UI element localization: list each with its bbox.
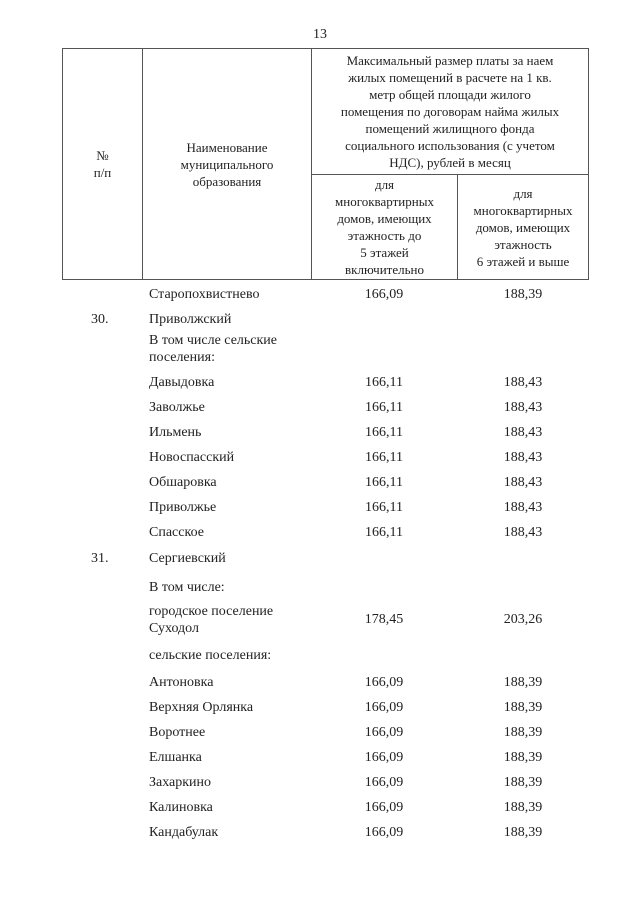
row-name: Обшаровка xyxy=(149,475,217,490)
header-name-column xyxy=(142,48,311,280)
row-value-up-to-5-floors: 166,11 xyxy=(365,475,403,490)
header-number-column xyxy=(62,48,142,280)
header-number-label: № п/п xyxy=(93,148,112,180)
header-name-label: Наименование муниципального образования xyxy=(180,139,274,189)
row-name: Елшанка xyxy=(149,750,202,765)
row-value-6-floors-and-above: 188,43 xyxy=(503,475,543,490)
row-value-up-to-5-floors: 166,09 xyxy=(364,675,404,690)
row-name: Старопохвистнево xyxy=(149,287,260,302)
row-value-6-floors-and-above: 188,39 xyxy=(503,750,543,765)
row-name: Воротнее xyxy=(149,725,206,740)
header-6-floors-and-above xyxy=(457,174,589,280)
row-value-6-floors-and-above: 203,26 xyxy=(503,612,543,627)
row-value-up-to-5-floors: 166,09 xyxy=(364,800,404,815)
row-value-6-floors-and-above: 188,39 xyxy=(503,287,543,302)
row-value-up-to-5-floors: 166,09 xyxy=(364,700,404,715)
row-value-6-floors-and-above: 188,39 xyxy=(503,775,543,790)
row-value-up-to-5-floors: 166,11 xyxy=(365,375,403,390)
row-name: В том числе сельские поселения: xyxy=(149,333,278,365)
header-max-fee-label: Максимальный размер платы за наем жилых помещений в расчете на 1 кв. метр общей площади жилого помещения по договорам найма жилых помещений жилищного фонда социального использования (с учетом НДС), рублей в месяц xyxy=(340,53,560,170)
row-name: Калиновка xyxy=(149,800,213,815)
row-value-6-floors-and-above: 188,39 xyxy=(503,800,543,815)
header-6-floors-and-above-label: для многоквартирных домов, имеющих этажность 6 этажей и выше xyxy=(473,185,573,269)
row-name: Захаркино xyxy=(149,775,212,790)
row-value-up-to-5-floors: 178,45 xyxy=(364,612,404,627)
row-value-6-floors-and-above: 188,43 xyxy=(503,425,543,440)
row-value-6-floors-and-above: 188,43 xyxy=(503,400,543,415)
row-name: Антоновка xyxy=(149,675,214,690)
header-up-to-5-floors xyxy=(311,174,457,280)
row-value-up-to-5-floors: 166,11 xyxy=(365,400,403,415)
row-value-up-to-5-floors: 166,11 xyxy=(365,450,403,465)
row-name: Кандабулак xyxy=(149,825,219,840)
row-name: Ильмень xyxy=(149,425,202,440)
row-name: Спасское xyxy=(149,525,204,540)
row-value-up-to-5-floors: 166,09 xyxy=(364,750,404,765)
row-value-6-floors-and-above: 188,43 xyxy=(503,525,543,540)
row-name: сельские поселения: xyxy=(149,648,272,663)
row-name: Приволжский xyxy=(149,312,232,327)
row-name: Сергиевский xyxy=(149,551,226,566)
row-name: Приволжье xyxy=(149,500,217,515)
row-value-6-floors-and-above: 188,43 xyxy=(503,500,543,515)
row-value-6-floors-and-above: 188,43 xyxy=(503,450,543,465)
row-number: 30. xyxy=(91,312,109,327)
row-value-up-to-5-floors: 166,11 xyxy=(365,500,403,515)
row-value-up-to-5-floors: 166,11 xyxy=(365,425,403,440)
row-name: Новоспасский xyxy=(149,450,235,465)
row-name: Давыдовка xyxy=(149,375,215,390)
row-number: 31. xyxy=(91,551,109,566)
row-value-up-to-5-floors: 166,09 xyxy=(364,725,404,740)
row-value-6-floors-and-above: 188,39 xyxy=(503,725,543,740)
row-value-6-floors-and-above: 188,39 xyxy=(503,825,543,840)
row-name: Верхняя Орлянка xyxy=(149,700,254,715)
row-value-up-to-5-floors: 166,11 xyxy=(365,525,403,540)
row-name: городское поселение Суходол xyxy=(149,604,274,636)
row-value-6-floors-and-above: 188,39 xyxy=(503,700,543,715)
row-name: В том числе: xyxy=(149,580,225,595)
header-max-fee-column xyxy=(311,48,589,174)
row-value-up-to-5-floors: 166,09 xyxy=(364,775,404,790)
header-up-to-5-floors-label: для многоквартирных домов, имеющих этажность до 5 этажей включительно xyxy=(335,177,434,277)
row-name: Заволжье xyxy=(149,400,205,415)
page-number: 13 xyxy=(313,27,327,42)
row-value-6-floors-and-above: 188,43 xyxy=(503,375,543,390)
row-value-up-to-5-floors: 166,09 xyxy=(364,825,404,840)
row-value-6-floors-and-above: 188,39 xyxy=(503,675,543,690)
row-value-up-to-5-floors: 166,09 xyxy=(364,287,404,302)
